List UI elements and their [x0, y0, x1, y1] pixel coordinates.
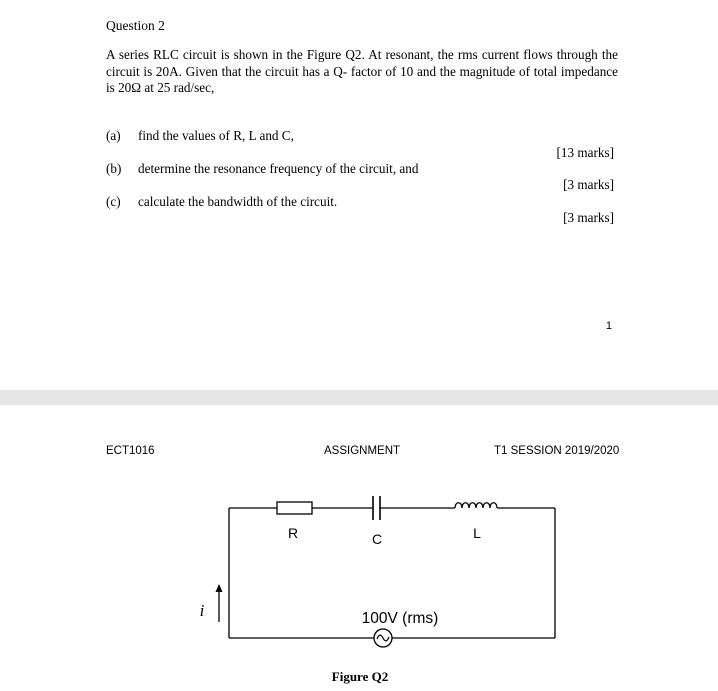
- header-course-code: ECT1016: [106, 445, 155, 457]
- resistor-symbol: [277, 502, 312, 514]
- source-label: 100V (rms): [361, 610, 439, 627]
- question-paragraph: A series RLC circuit is shown in the Figure Q2. At resonant, the rms current flows through the circuit is 20A. Given that the circuit has a Q- factor of 10 and the magnitude of total impedance is 20Ω at 25 rad/sec,: [106, 47, 618, 95]
- circuit-diagram: [0, 405, 718, 691]
- capacitor-label: C: [371, 531, 383, 547]
- item-a-text: find the values of R, L and C,: [138, 128, 294, 143]
- item-c-label: (c): [106, 194, 121, 209]
- item-c-marks: [3 marks]: [563, 210, 614, 225]
- item-a-marks: [13 marks]: [556, 145, 614, 160]
- figure-caption: Figure Q2: [331, 669, 389, 684]
- resistor-label: R: [287, 525, 299, 541]
- item-c-text: calculate the bandwidth of the circuit.: [138, 194, 338, 209]
- item-b-text: determine the resonance frequency of the circuit, and: [138, 161, 419, 176]
- item-a-label: (a): [106, 128, 121, 143]
- question-title: Question 2: [106, 18, 165, 33]
- item-b-marks: [3 marks]: [563, 177, 614, 192]
- document-page-2: [0, 405, 718, 691]
- header-session: T1 SESSION 2019/2020: [494, 445, 620, 457]
- header-assignment: ASSIGNMENT: [324, 445, 401, 457]
- page-number: 1: [605, 320, 612, 332]
- item-b-label: (b): [106, 161, 122, 176]
- current-arrow-head: [216, 584, 223, 592]
- inductor-coil: [455, 503, 497, 508]
- current-label: i: [199, 601, 205, 620]
- inductor-label: L: [473, 525, 481, 541]
- page-separator: [0, 390, 718, 405]
